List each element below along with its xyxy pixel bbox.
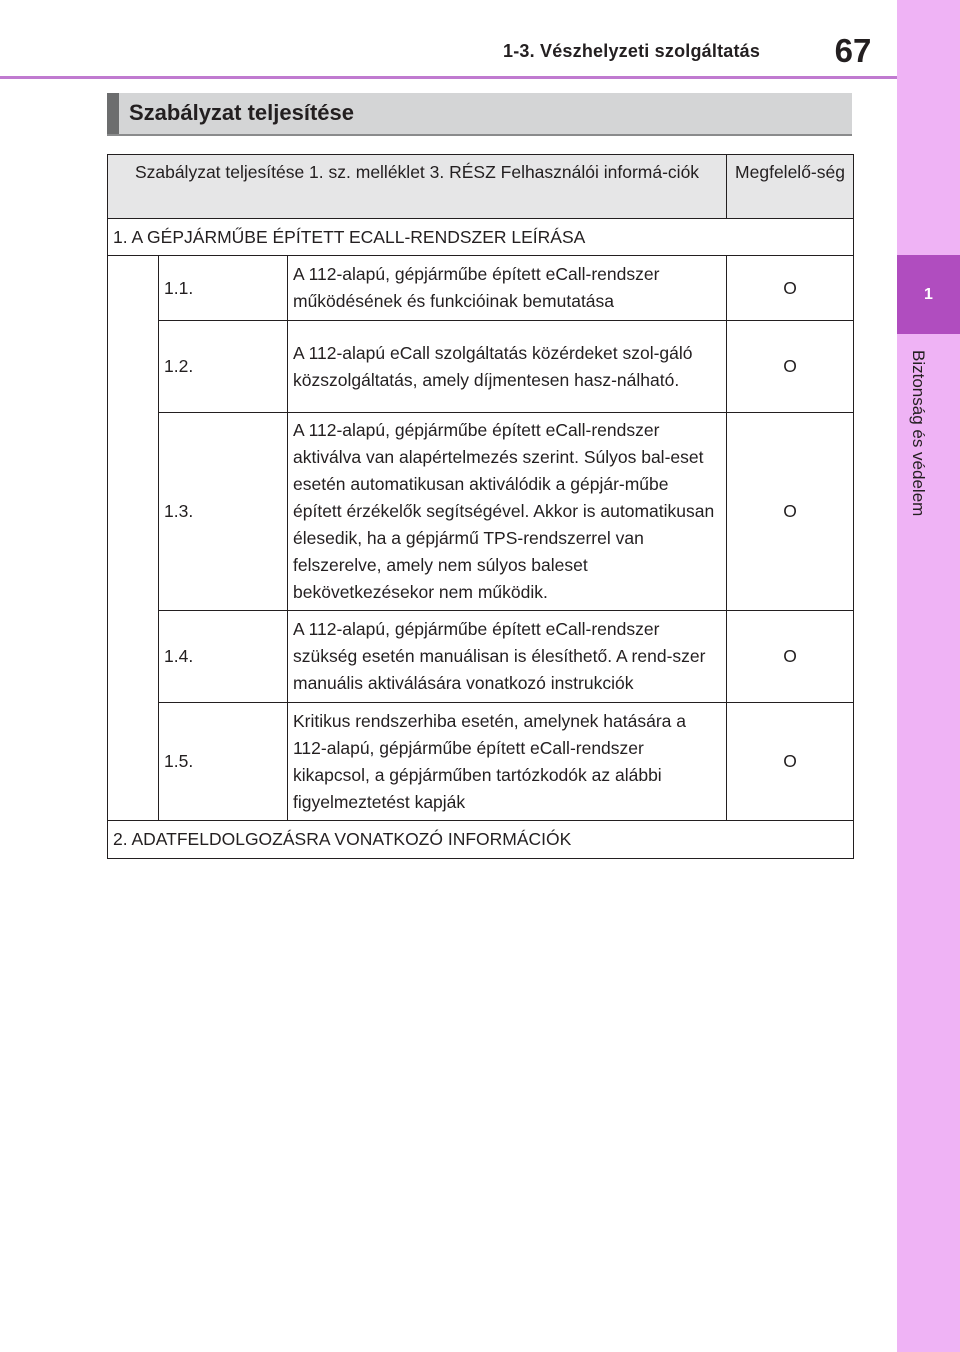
- table-row: [108, 321, 854, 413]
- compliance-table: [107, 154, 854, 859]
- row-text: A 112-alapú, gépjárműbe épített eCall-rendszer aktiválva van alapértelmezés szerint. Súlyos bal-eset esetén automatikusan aktiválódik a gépjár-műbe épített érzékelők segítségével. Akkor is automatikusan élesedik, ha a gépjármű TPS-rendszerrel van felszerelve, amely nem súlyos baleset bekövetkezésekor nem működik.: [288, 413, 727, 611]
- chapter-number-box: [897, 255, 960, 334]
- row-number: 1.2.: [159, 321, 288, 413]
- page-number: 67: [834, 32, 872, 69]
- table-header-row: [108, 155, 854, 219]
- table-indent-cell: [108, 256, 159, 821]
- row-number: 1.5.: [159, 703, 288, 821]
- table-row: [108, 611, 854, 703]
- row-number: 1.3.: [159, 413, 288, 611]
- section-title: Szabályzat teljesítése: [129, 100, 355, 125]
- row-text: A 112-alapú, gépjárműbe épített eCall-rendszer működésének és funkcióinak bemutatása: [288, 256, 727, 321]
- row-number: 1.4.: [159, 611, 288, 703]
- table-group-row: [108, 821, 854, 859]
- chapter-side-tab: [897, 0, 960, 1352]
- row-number: 1.1.: [159, 256, 288, 321]
- table-row: [108, 413, 854, 611]
- row-status: O: [727, 611, 854, 703]
- table-group-row: [108, 219, 854, 256]
- group-heading-2: 2. ADATFELDOLGOZÁSRA VONATKOZÓ INFORMÁCIÓK: [108, 821, 854, 859]
- row-status: O: [727, 256, 854, 321]
- section-title-bar: [107, 93, 852, 136]
- row-text: Kritikus rendszerhiba esetén, amelynek hatására a 112-alapú, gépjárműbe épített eCall-rendszer kikapcsol, a gépjárműben tartózkodók az alábbi figyelmeztetést kapják: [288, 703, 727, 821]
- chapter-label: Biztonság és védelem: [909, 350, 928, 517]
- group-heading-1: 1. A GÉPJÁRMŰBE ÉPÍTETT ECALL-RENDSZER LEÍRÁSA: [108, 219, 854, 256]
- section-header-title: 1-3. Vészhelyzeti szolgáltatás: [503, 41, 761, 61]
- row-status: O: [727, 703, 854, 821]
- table-header-compliance: Megfelelő-ség: [727, 155, 854, 219]
- row-status: O: [727, 413, 854, 611]
- table-row: [108, 703, 854, 821]
- row-text: A 112-alapú, gépjárműbe épített eCall-rendszer szükség esetén manuálisan is élesíthető. A rend-szer manuális aktiválására vonatkozó instrukciók: [288, 611, 727, 703]
- table-header-requirement: Szabályzat teljesítése 1. sz. melléklet 3. RÉSZ Felhasználói informá-ciók: [108, 155, 727, 219]
- row-status: O: [727, 321, 854, 413]
- table-row: [108, 256, 854, 321]
- header-divider: [0, 76, 897, 79]
- row-text: A 112-alapú eCall szolgáltatás közérdeket szol-gáló közszolgáltatás, amely díjmentesen hasz-nálható.: [288, 321, 727, 413]
- chapter-number: 1: [924, 285, 933, 303]
